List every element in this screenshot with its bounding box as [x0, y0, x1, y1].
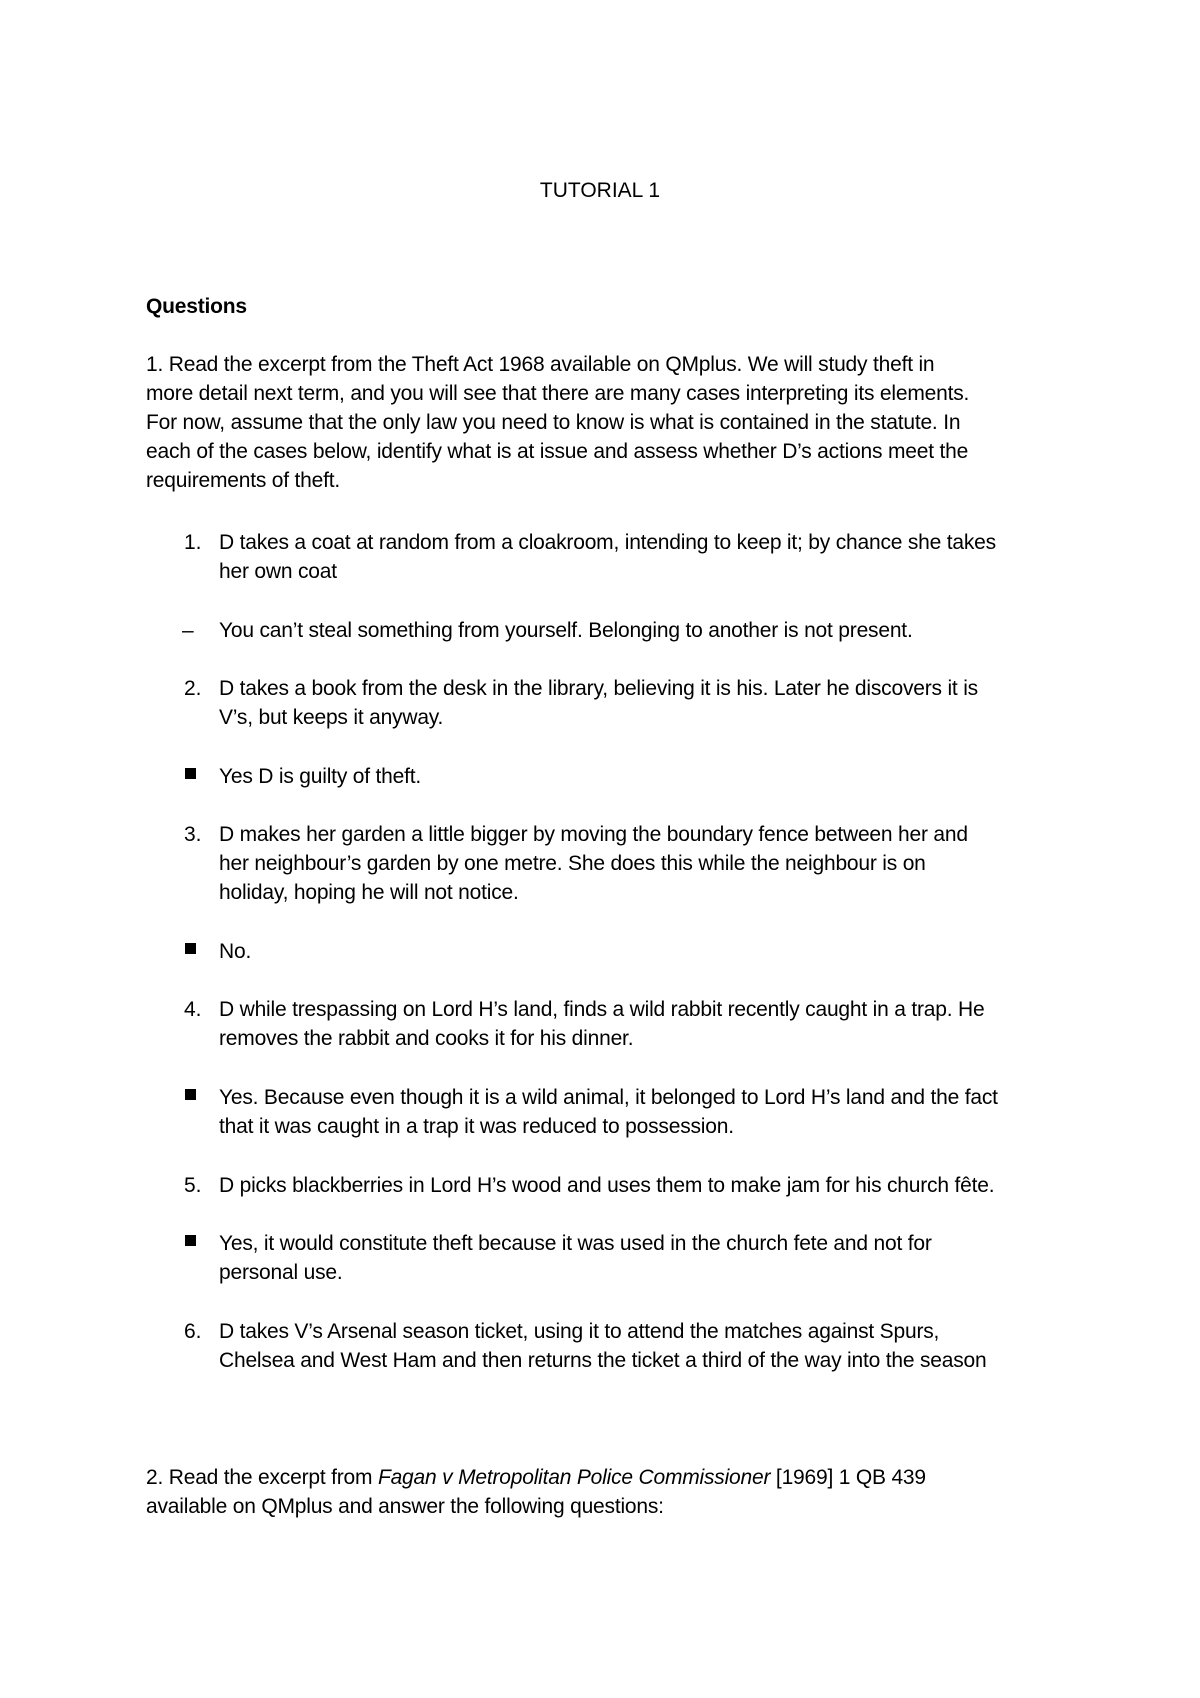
questions-heading: Questions	[146, 295, 247, 318]
question-1-line: each of the cases below, identify what is at issue and assess whether D’s actions meet the	[146, 440, 969, 463]
answer-1	[219, 616, 913, 645]
question-1-line: For now, assume that the only law you need to know is what is contained in the statute. In	[146, 411, 961, 434]
case-citation: [1969] 1 QB 439	[770, 1466, 926, 1489]
case-item-2	[219, 674, 978, 732]
question-1-line: requirements of theft.	[146, 469, 341, 492]
case-item-line: D picks blackberries in Lord H’s wood and uses them to make jam for his church fête.	[219, 1174, 995, 1197]
answer-5	[219, 1229, 932, 1287]
question-2-line: available on QMplus and answer the following questions:	[146, 1495, 664, 1518]
case-item-4	[219, 995, 984, 1053]
case-item-line: D takes V’s Arsenal season ticket, using it to attend the matches against Spurs,	[219, 1320, 940, 1343]
dash-bullet: –	[182, 619, 194, 642]
case-name: Fagan v Metropolitan Police Commissioner	[377, 1466, 771, 1489]
answer-line: You can’t steal something from yourself. Belonging to another is not present.	[219, 619, 913, 642]
answer-line: No.	[219, 940, 252, 963]
answer-line: Yes, it would constitute theft because it was used in the church fete and not for	[219, 1232, 932, 1255]
list-number: 6.	[184, 1320, 202, 1343]
list-number: 1.	[184, 531, 202, 554]
square-bullet-icon	[185, 1089, 196, 1100]
answer-4	[219, 1083, 998, 1141]
square-bullet-icon	[185, 943, 196, 954]
square-bullet-icon	[185, 1235, 196, 1246]
answer-line: personal use.	[219, 1261, 343, 1284]
list-number: 2.	[184, 677, 202, 700]
question-1-line: more detail next term, and you will see that there are many cases interpreting its elements.	[146, 382, 970, 405]
answer-3	[219, 937, 251, 966]
case-item-line: D makes her garden a little bigger by moving the boundary fence between her and	[219, 823, 968, 846]
case-item-3	[219, 820, 968, 907]
case-item-6	[219, 1317, 986, 1375]
document-title: TUTORIAL 1	[539, 179, 661, 202]
case-item-line: removes the rabbit and cooks it for his dinner.	[219, 1027, 634, 1050]
list-number: 5.	[184, 1174, 202, 1197]
question-1-line: 1. Read the excerpt from the Theft Act 1968 available on QMplus. We will study theft in	[146, 353, 935, 376]
case-item-line: D takes a book from the desk in the library, believing it is his. Later he discovers it is	[219, 677, 978, 700]
case-item-5	[219, 1171, 994, 1200]
answer-line: Yes D is guilty of theft.	[219, 765, 421, 788]
list-number: 4.	[184, 998, 202, 1021]
list-number: 3.	[184, 823, 202, 846]
case-item-line: V’s, but keeps it anyway.	[219, 706, 444, 729]
answer-2	[219, 762, 421, 791]
case-item-line: holiday, hoping he will not notice.	[219, 881, 519, 904]
question-2-prefix: 2. Read the excerpt from	[146, 1466, 378, 1489]
square-bullet-icon	[185, 768, 196, 779]
case-item-line: D takes a coat at random from a cloakroom, intending to keep it; by chance she takes	[219, 531, 996, 554]
question-1-paragraph	[146, 350, 1066, 495]
case-item-line: her neighbour’s garden by one metre. She does this while the neighbour is on	[219, 852, 926, 875]
question-2-line	[146, 1463, 1066, 1492]
case-item-line: D while trespassing on Lord H’s land, finds a wild rabbit recently caught in a trap. He	[219, 998, 985, 1021]
answer-line: that it was caught in a trap it was reduced to possession.	[219, 1115, 734, 1138]
case-item-line: Chelsea and West Ham and then returns the ticket a third of the way into the season	[219, 1349, 987, 1372]
case-item-1	[219, 528, 996, 586]
case-item-line: her own coat	[219, 560, 337, 583]
question-2-paragraph	[146, 1463, 1066, 1521]
answer-line: Yes. Because even though it is a wild animal, it belonged to Lord H’s land and the fact	[219, 1086, 998, 1109]
